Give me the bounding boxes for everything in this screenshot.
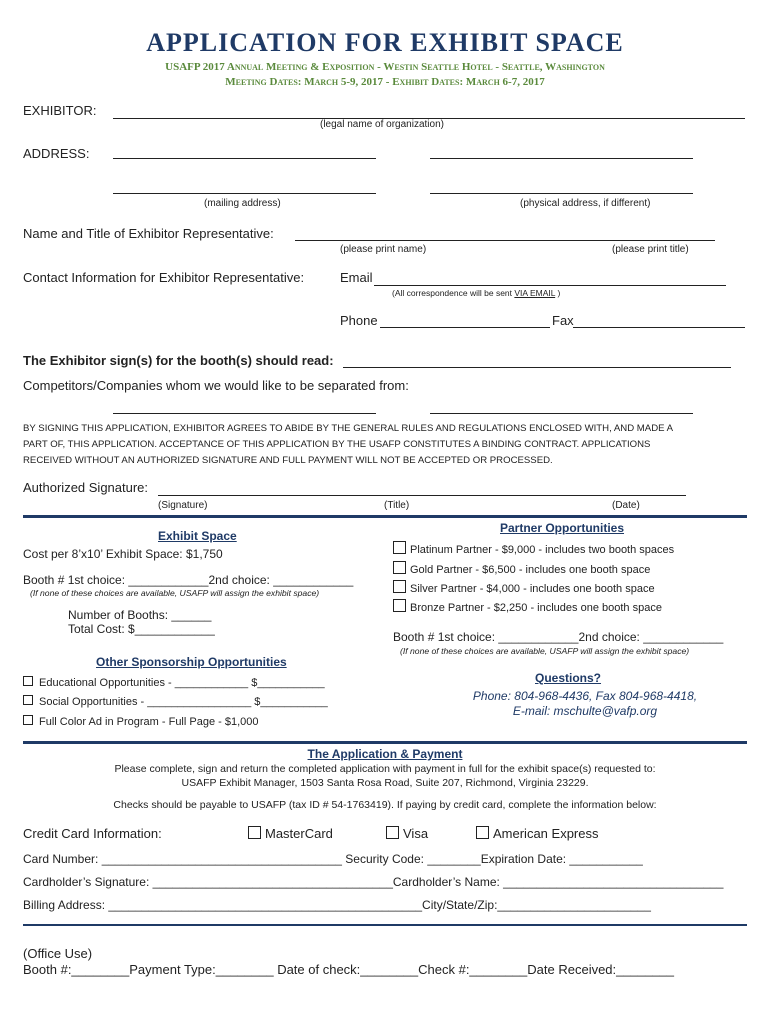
questions-email[interactable]: E-mail: mschulte@vafp.org bbox=[512, 704, 658, 718]
section-divider-3 bbox=[23, 924, 747, 926]
card-number-row[interactable]: Card Number: ____________________________________ Security Code: ________Expiration Date: ___________ bbox=[23, 852, 643, 866]
payment-heading: The Application & Payment bbox=[307, 747, 463, 761]
checkbox-icon[interactable] bbox=[248, 826, 261, 839]
checkbox-icon[interactable] bbox=[393, 541, 406, 554]
payment-instructions: Please complete, sign and return the completed application with payment in full for the exhibit space(s) requested to: bbox=[114, 763, 656, 775]
authorized-signature-field[interactable] bbox=[158, 495, 686, 496]
partner-booth-choice[interactable]: Booth # 1st choice: ____________2nd choice: ____________ bbox=[393, 630, 724, 644]
checkbox-icon[interactable] bbox=[23, 676, 33, 686]
authorized-signature-label: Authorized Signature: bbox=[23, 480, 149, 495]
partner-note: (If none of these choices are available, USAFP will assign the exhibit space) bbox=[400, 646, 690, 656]
date-hint: (Date) bbox=[612, 500, 640, 511]
print-title-hint: (please print title) bbox=[612, 244, 689, 255]
sponsorship-educational[interactable]: Educational Opportunities - ____________ $___________ bbox=[23, 676, 325, 689]
agreement-text: BY SIGNING THIS APPLICATION, EXHIBITOR AGREES TO ABIDE BY THE GENERAL RULES AND REGULATIONS ENCLOSED WITH, AND MADE A PART OF, THIS APPLICATION. ACCEPTANCE OF THIS APPLICATION BY THE USAFP CONSTITUTES A BINDING CONTRACT. APPLICATIONS RECEIVED WITHOUT AN AUTHORIZED SIGNATURE AND FULL PAYMENT WILL NOT BE ACCEPTED OR PROCESSED. bbox=[23, 423, 674, 466]
number-of-booths[interactable]: Number of Booths: ______ bbox=[68, 608, 212, 622]
correspondence-note: (All correspondence will be sent VIA EMAIL ) bbox=[392, 288, 561, 298]
section-divider-2 bbox=[23, 741, 747, 744]
office-use-label: (Office Use) bbox=[23, 946, 93, 961]
partner-bronze[interactable]: Bronze Partner - $2,250 - includes one booth space bbox=[393, 599, 662, 614]
exhibit-space-heading: Exhibit Space bbox=[158, 529, 237, 543]
physical-address-line1[interactable] bbox=[430, 158, 693, 159]
payment-checks: Checks should be payable to USAFP (tax ID # 54-1763419). If paying by credit card, complete the information below: bbox=[113, 799, 657, 811]
physical-address-line2[interactable] bbox=[430, 193, 693, 194]
sponsorship-social[interactable]: Social Opportunities - _________________ $___________ bbox=[23, 695, 328, 708]
sponsorship-heading: Other Sponsorship Opportunities bbox=[96, 655, 287, 669]
phone-label: Phone bbox=[340, 313, 378, 328]
title-hint: (Title) bbox=[384, 500, 410, 511]
payment-address: USAFP Exhibit Manager, 1503 Santa Rosa Road, Suite 207, Richmond, Virginia 23229. bbox=[181, 777, 589, 789]
competitors-label: Competitors/Companies whom we would like to be separated from: bbox=[23, 378, 409, 393]
exhibit-booth-choice[interactable]: Booth # 1st choice: ____________2nd choice: ____________ bbox=[23, 573, 354, 587]
phone-field[interactable] bbox=[380, 327, 550, 328]
email-label: Email bbox=[340, 270, 373, 285]
partner-heading: Partner Opportunities bbox=[500, 521, 625, 535]
partner-platinum[interactable]: Platinum Partner - $9,000 - includes two booth spaces bbox=[393, 541, 674, 556]
address-label: ADDRESS: bbox=[23, 146, 90, 161]
mastercard-option[interactable]: MasterCard bbox=[248, 826, 333, 841]
checkbox-icon[interactable] bbox=[23, 715, 33, 725]
meeting-subtitle: USAFP 2017 Annual Meeting & Exposition - Westin Seattle Hotel - Seattle, Washington bbox=[165, 61, 605, 73]
competitor-field-2[interactable] bbox=[430, 413, 693, 414]
partner-gold[interactable]: Gold Partner - $6,500 - includes one booth space bbox=[393, 561, 650, 576]
billing-address-row[interactable]: Billing Address: _______________________________________________City/State/Zip:_______________________ bbox=[23, 898, 651, 912]
legal-name-hint: (legal name of organization) bbox=[320, 119, 444, 130]
mailing-hint: (mailing address) bbox=[204, 198, 281, 209]
partner-silver[interactable]: Silver Partner - $4,000 - includes one booth space bbox=[393, 580, 655, 595]
signature-hint: (Signature) bbox=[158, 500, 208, 511]
booth-sign-label: The Exhibitor sign(s) for the booth(s) should read: bbox=[23, 353, 334, 368]
amex-option[interactable]: American Express bbox=[476, 826, 598, 841]
physical-hint: (physical address, if different) bbox=[520, 198, 651, 209]
email-field[interactable] bbox=[374, 285, 726, 286]
checkbox-icon[interactable] bbox=[476, 826, 489, 839]
contact-label: Contact Information for Exhibitor Representative: bbox=[23, 270, 305, 285]
rep-name-field[interactable] bbox=[295, 240, 715, 241]
print-name-hint: (please print name) bbox=[340, 244, 427, 255]
mailing-address-line1[interactable] bbox=[113, 158, 376, 159]
visa-option[interactable]: Visa bbox=[386, 826, 428, 841]
rep-name-label: Name and Title of Exhibitor Representative: bbox=[23, 226, 274, 241]
page-title: APPLICATION FOR EXHIBIT SPACE bbox=[146, 28, 624, 57]
cardholder-signature-row[interactable]: Cardholder’s Signature: ____________________________________Cardholder’s Name: _________________________________ bbox=[23, 875, 724, 889]
dates-subtitle: Meeting Dates: March 5-9, 2017 - Exhibit Dates: March 6-7, 2017 bbox=[225, 76, 545, 88]
mailing-address-line2[interactable] bbox=[113, 193, 376, 194]
section-divider-1 bbox=[23, 515, 747, 518]
checkbox-icon[interactable] bbox=[393, 580, 406, 593]
questions-phone: Phone: 804-968-4436, Fax 804-968-4418, bbox=[472, 689, 698, 703]
exhibitor-label: EXHIBITOR: bbox=[23, 103, 97, 118]
fax-field[interactable] bbox=[573, 327, 745, 328]
sponsorship-ad[interactable]: Full Color Ad in Program - Full Page - $1,000 bbox=[23, 715, 259, 728]
fax-label: Fax bbox=[552, 313, 574, 328]
competitor-field-1[interactable] bbox=[113, 413, 376, 414]
checkbox-icon[interactable] bbox=[393, 599, 406, 612]
exhibit-note: (If none of these choices are available, USAFP will assign the exhibit space) bbox=[30, 588, 320, 598]
checkbox-icon[interactable] bbox=[23, 695, 33, 705]
credit-card-label: Credit Card Information: bbox=[23, 826, 162, 841]
office-use-fields[interactable]: Booth #:________Payment Type:________ Date of check:________Check #:________Date Received:________ bbox=[23, 962, 674, 977]
total-cost[interactable]: Total Cost: $____________ bbox=[68, 622, 215, 636]
checkbox-icon[interactable] bbox=[393, 561, 406, 574]
exhibit-cost: Cost per 8’x10’ Exhibit Space: $1,750 bbox=[23, 547, 223, 561]
checkbox-icon[interactable] bbox=[386, 826, 399, 839]
questions-heading: Questions? bbox=[535, 671, 602, 685]
booth-sign-field[interactable] bbox=[343, 367, 731, 368]
